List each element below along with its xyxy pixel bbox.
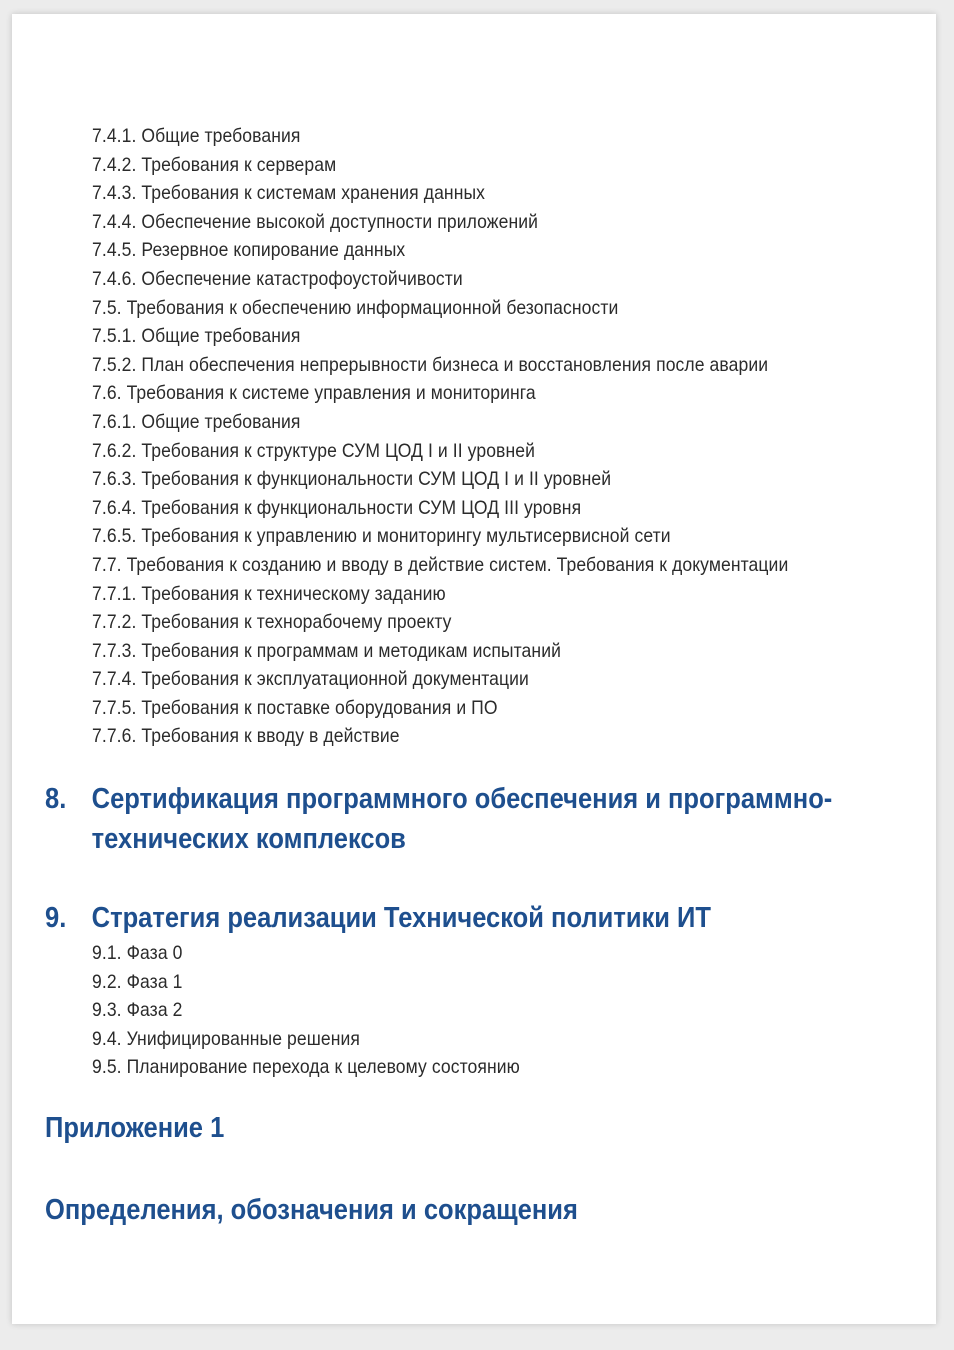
toc-item: 7.4.4. Обеспечение высокой доступности приложений [92, 210, 539, 233]
toc-item: 7.4.1. Общие требования [92, 125, 301, 147]
section-8-title-line2: технических комплексов [91, 823, 406, 855]
toc-item: 9.3. Фаза 2 [92, 999, 183, 1022]
toc-item: 9.5. Планирование перехода к целевому состоянию [92, 1056, 520, 1079]
toc-item: 7.4.2. Требования к серверам [92, 153, 337, 176]
toc-item: 9.4. Унифицированные решения [92, 1027, 361, 1050]
definitions-heading: Определения, обозначения и сокращения [45, 1194, 578, 1226]
toc-item: 7.4.3. Требования к системам хранения данных [92, 182, 486, 205]
toc-item: 7.6.3. Требования к функциональности СУМ ЦОД I и II уровней [92, 468, 612, 491]
section-9-heading [45, 898, 711, 938]
toc-item: 7.5.2. План обеспечения непрерывности бизнеса и восстановления после аварии [92, 353, 769, 376]
toc-item: 7.5.1. Общие требования [92, 325, 301, 348]
toc-item: 7.7.5. Требования к поставке оборудования и ПО [92, 696, 498, 719]
toc-item: 7.6.2. Требования к структуре СУМ ЦОД I и II уровней [92, 439, 535, 462]
toc-item: 7.7.3. Требования к программам и методикам испытаний [92, 639, 561, 662]
toc-item: 7.6.4. Требования к функциональности СУМ ЦОД III уровня [92, 496, 582, 519]
section-8-title-line1: Сертификация программного обеспечения и программно- [91, 783, 833, 815]
toc-item: 7.4.5. Резервное копирование данных [92, 239, 406, 262]
toc-section-7-list [92, 122, 866, 751]
toc-item: 7.6. Требования к системе управления и мониторинга [92, 382, 536, 405]
toc-item: 7.6.1. Общие требования [92, 410, 301, 433]
toc-item: 7.7.4. Требования к эксплуатационной документации [92, 668, 529, 691]
toc-item: 7.4.6. Обеспечение катастрофоустойчивости [92, 267, 463, 290]
toc-item: 7.6.5. Требования к управлению и мониторингу мультисервисной сети [92, 525, 671, 548]
section-9-number: 9. [45, 902, 67, 934]
section-8-number: 8. [45, 783, 67, 815]
toc-item: 7.7.6. Требования к вводу в действие [92, 725, 400, 748]
section-8-heading [45, 779, 832, 859]
appendix-heading: Приложение 1 [45, 1112, 225, 1144]
toc-item: 7.7. Требования к созданию и вводу в действие систем. Требования к документации [92, 553, 789, 576]
toc-item: 7.7.1. Требования к техническому заданию [92, 582, 446, 605]
section-9-title: Стратегия реализации Технической политики ИТ [91, 902, 711, 934]
toc-item: 7.5. Требования к обеспечению информационной безопасности [92, 296, 619, 319]
toc-item: 7.7.2. Требования к технорабочему проекту [92, 611, 452, 634]
toc-item: 9.2. Фаза 1 [92, 970, 183, 993]
toc-item: 9.1. Фаза 0 [92, 942, 183, 964]
document-page [12, 14, 936, 1324]
toc-section-9-list [92, 939, 567, 1082]
